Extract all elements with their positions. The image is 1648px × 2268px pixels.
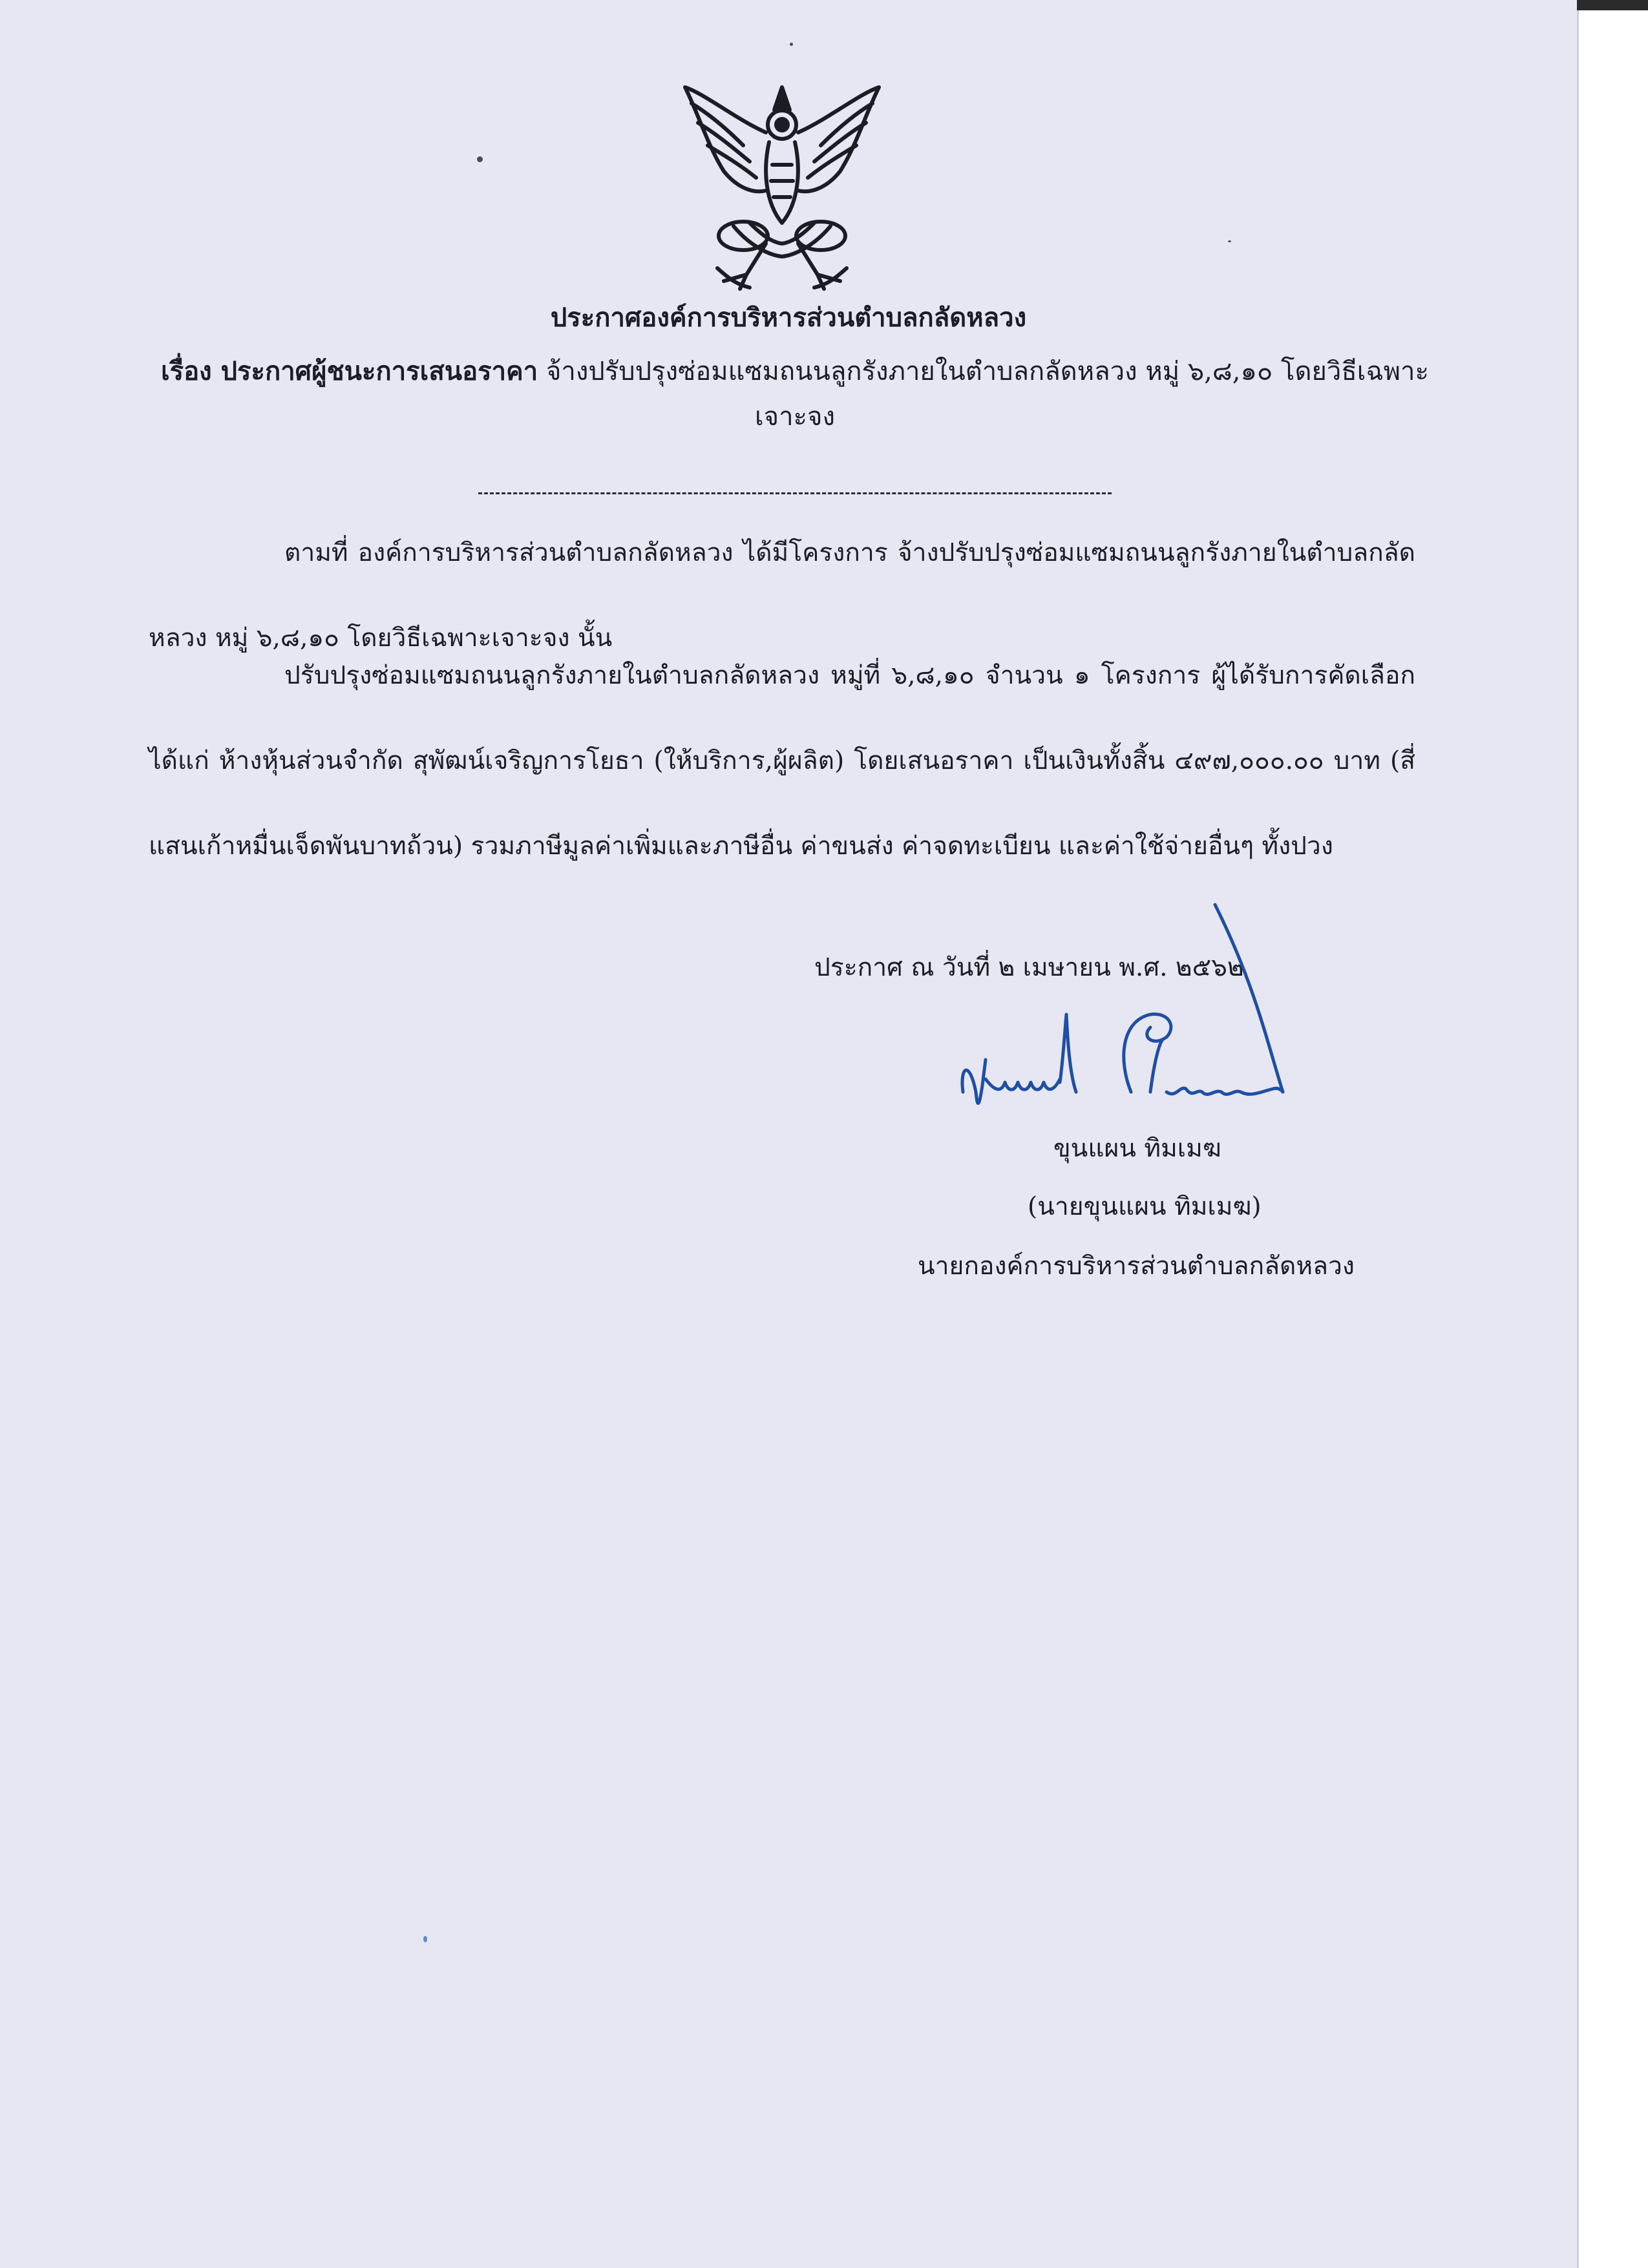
scan-speck (423, 1936, 427, 1942)
signer-name: ขุนแผน ทิมเมฆ (1053, 1134, 1221, 1163)
announcement-date: ประกาศ ณ วันที่ ๒ เมษายน พ.ศ. ๒๕๖๒ (814, 953, 1244, 982)
announcement-subject (142, 349, 1448, 439)
subject-lead: เรื่อง ประกาศผู้ชนะการเสนอราคา (161, 356, 538, 386)
announcement-title: ประกาศองค์การบริหารส่วนตำบลกลัดหลวง (550, 302, 1027, 333)
subject-text: จ้างปรับปรุงซ่อมแซมถนนลูกรังภายในตำบลกลัดหลวง หมู่ ๖,๘,๑๐ โดยวิธีเฉพาะเจาะจง (538, 357, 1429, 432)
garuda-emblem-icon (679, 74, 885, 294)
body-paragraph-2 (149, 633, 1415, 889)
scan-background-edge (1577, 0, 1648, 2268)
scan-speck (1228, 240, 1231, 242)
dashed-divider (478, 492, 1112, 494)
signer-position: นายกองค์การบริหารส่วนตำบลกลัดหลวง (918, 1252, 1355, 1281)
paragraph-2-text: ปรับปรุงซ่อมแซมถนนลูกรังภายในตำบลกลัดหลวง หมู่ที่ ๖,๘,๑๐ จำนวน ๑ โครงการ ผู้ได้รับการคัดเลือก ได้แก่ ห้างหุ้นส่วนจำกัด สุพัฒน์เจริญการโยธา (ให้บริการ,ผู้ผลิต) โดยเสนอราคา เป็นเงินทั้งสิ้น ๔๙๗,๐๐๐.๐๐ บาท (สี่แสนเก้าหมื่นเจ็ดพันบาทถ้วน) รวมภาษีมูลค่าเพิ่มและภาษีอื่น ค่าขนส่ง ค่าจดทะเบียน และค่าใช้จ่ายอื่นๆ ทั้งปวง (149, 661, 1415, 861)
scan-background-top (1577, 0, 1648, 10)
paragraph-1-text: ตามที่ องค์การบริหารส่วนตำบลกลัดหลวง ได้มีโครงการ จ้างปรับปรุงซ่อมแซมถนนลูกรังภายในตำบลกลัดหลวง หมู่ ๖,๘,๑๐ โดยวิธีเฉพาะเจาะจง นั้น (149, 538, 1415, 653)
scan-speck (477, 156, 483, 162)
scan-speck (790, 43, 793, 46)
signer-full-name: (นายขุนแผน ทิมเมฆ) (1028, 1192, 1262, 1221)
handwritten-signature (956, 898, 1318, 1131)
